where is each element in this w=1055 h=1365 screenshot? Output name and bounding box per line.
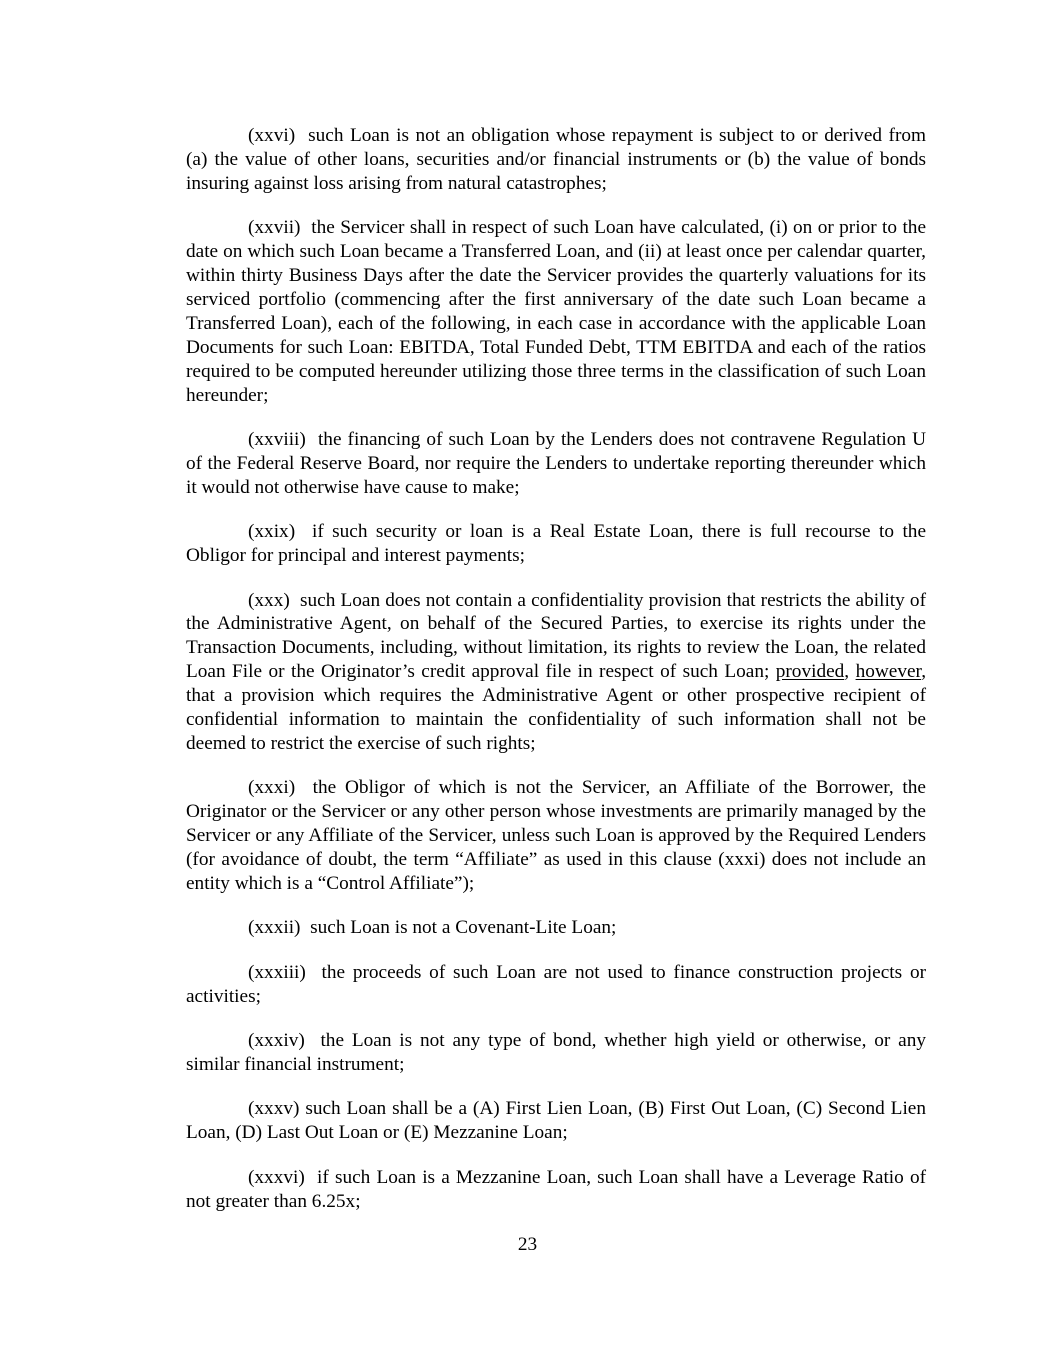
clause-xxxii — [186, 916, 926, 940]
clause-number: (xxvi) — [248, 125, 296, 146]
clause-text: the Servicer shall in respect of such Loan have calculated, (i) on or prior to the date on which such Loan became a Transferred Loan, and (ii) at least once per calendar quarter, within thirty Business Days after the date the Servicer provides the quarterly valuations for its serviced portfolio (commencing after the first anniversary of the date such Loan became a Transferred Loan), each of the following, in each case in accordance with the applicable Loan Documents for such Loan: EBITDA, Total Funded Debt, TTM EBITDA and each of the ratios required to be computed hereunder utilizing those three terms in the classification of such Loan hereunder; — [186, 217, 926, 406]
clause-xxvii — [186, 216, 926, 407]
clause-number: (xxviii) — [248, 428, 306, 450]
clause-xxx — [186, 589, 926, 756]
document-body — [186, 124, 926, 1234]
clause-text: if such security or loan is a Real Estate Loan, there is full recourse to the Obligor for principal and interest payments; — [186, 521, 926, 567]
clause-number: (xxx) — [248, 589, 290, 611]
clause-xxxi — [186, 776, 926, 896]
clause-text: such Loan is not a Covenant-Lite Loan; — [310, 917, 617, 939]
clause-text-after: , that a provision which requires the Administrative Agent or other prospective recipient of confidential information to maintain the confidentiality of such information shall not be deemed to restrict the exercise of such rights; — [186, 661, 927, 754]
page-number: 23 — [517, 1234, 538, 1255]
clause-number: (xxxi) — [248, 777, 296, 799]
clause-xxxv — [186, 1097, 926, 1145]
clause-text: the proceeds of such Loan are not used to finance construction projects or activities; — [186, 961, 927, 1007]
clause-text-between: , — [844, 661, 856, 683]
clause-xxxiv — [186, 1029, 926, 1077]
underlined-provided: provided — [775, 661, 845, 683]
clause-number: (xxxii) — [248, 917, 301, 939]
clause-xxix — [186, 520, 926, 568]
clause-text: the Obligor of which is not the Servicer, an Affiliate of the Borrower, the Originator or the Servicer or any other person whose investments are primarily managed by the Servicer or any Affiliate of the Servicer, unless such Loan is approved by the Required Lenders (for avoidance of doubt, the term “Affiliate” as used in this clause (xxxi) does not include an entity which is a “Control Affiliate”); — [186, 777, 926, 894]
clause-number: (xxvii) — [248, 217, 301, 239]
clause-xxviii — [186, 428, 926, 500]
clause-number: (xxxiii) — [248, 961, 306, 983]
clause-text-before: such Loan does not contain a confidentiality provision that restricts the ability of the Administrative Agent, on behalf of the Secured Parties, to exercise its rights under the Transaction Documents, including, without limitation, its rights to review the Loan, the related Loan File or the Originator’s credit approval file in respect of such Loan; — [186, 589, 926, 683]
clause-xxxiii — [186, 961, 926, 1009]
clause-text: such Loan is not an obligation whose repayment is subject to or derived from (a) the value of other loans, securities and/or financial instruments or (b) the value of bonds insuring against loss arising from natural catastrophes; — [186, 125, 927, 194]
clause-number: (xxxiv) — [248, 1030, 305, 1052]
clause-text: such Loan shall be a (A) First Lien Loan, (B) First Out Loan, (C) Second Lien Loan, (D) Last Out Loan or (E) Mezzanine Loan; — [186, 1098, 926, 1144]
clause-xxxvi — [186, 1166, 926, 1214]
clause-number: (xxix) — [248, 521, 296, 543]
clause-text: the Loan is not any type of bond, whether high yield or otherwise, or any similar financial instrument; — [186, 1030, 927, 1075]
clause-text: the financing of such Loan by the Lenders does not contravene Regulation U of the Federal Reserve Board, nor require the Lenders to undertake reporting thereunder which it would not otherwise have cause to make; — [186, 428, 926, 498]
clause-text: if such Loan is a Mezzanine Loan, such Loan shall have a Leverage Ratio of not greater than 6.25x; — [186, 1166, 927, 1212]
clause-number: (xxxv) — [248, 1098, 300, 1120]
underlined-however: however — [855, 661, 922, 683]
clause-xxvi — [186, 124, 926, 196]
clause-number: (xxxvi) — [248, 1166, 305, 1188]
